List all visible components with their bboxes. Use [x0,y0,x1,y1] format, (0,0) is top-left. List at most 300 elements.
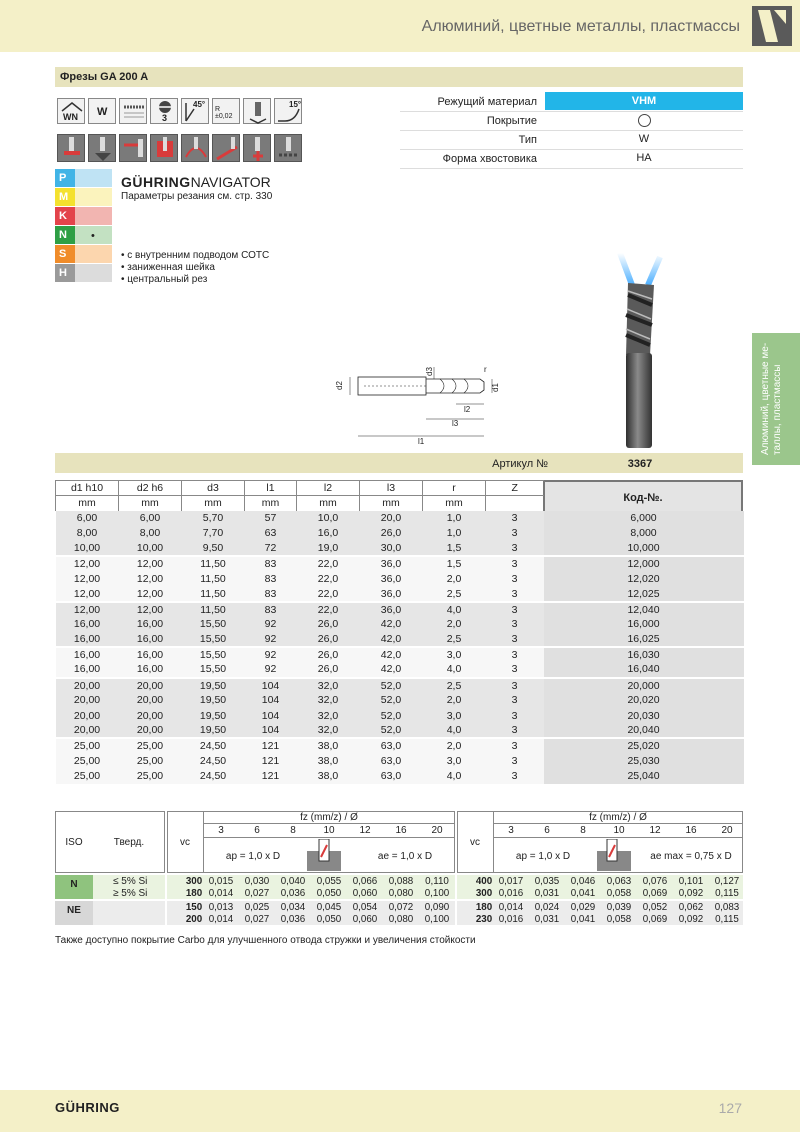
table-cell: 42,0 [380,649,402,662]
coolant-icon [119,98,147,124]
fz-value: 0,027 [244,888,270,899]
feature-item: • заниженная шейка [121,262,215,273]
fz-value: 0,060 [352,888,378,899]
table-cell: 20,00 [73,679,101,692]
table-cell: 2,0 [446,572,462,585]
code-cell: 25,040 [544,769,744,784]
divider [493,811,494,873]
application-plunge-icon [88,134,116,162]
table-row [56,602,744,617]
diameter-header: 12 [359,825,371,836]
property-label-material: Режущий материал [437,96,537,108]
diameter-header: 3 [508,825,514,836]
full-slot-icon [307,839,341,871]
diameter-header: 20 [721,825,733,836]
fz-header: fz (mm/z) / Ø [589,812,647,823]
table-cell: 11,50 [200,572,226,585]
table-cell: 104 [261,709,280,722]
navigator-subtitle: Параметры резания см. стр. 330 [121,191,273,202]
article-number: 3367 [627,458,653,470]
application-pocket-icon [150,134,178,162]
navigator-logo: GÜHRINGNAVIGATOR [121,174,271,190]
table-row [56,678,744,693]
cutting-data-table [55,811,743,928]
diameter-header: 16 [395,825,407,836]
diameter-header: 12 [649,825,661,836]
table-cell: 42,0 [380,618,402,631]
hardness-header: Тверд. [113,837,145,848]
table-cell: 22,0 [317,603,339,616]
side-tab-line: Алюминий, цветные ме- [760,342,771,455]
table-cell: 10,00 [136,541,164,554]
fz-value: 0,110 [425,876,449,887]
table-cell: 63 [264,527,277,540]
table-cell: 20,00 [136,724,164,737]
table-cell: 63,0 [380,740,402,753]
fz-value: 0,080 [388,888,414,899]
table-cell: 16,00 [73,663,101,676]
table-cell: 22,0 [317,587,339,600]
diameter-header: 10 [323,825,335,836]
application-side-icon [119,134,147,162]
table-cell: 32,0 [317,709,339,722]
code-cell: 12,020 [544,571,744,586]
table-cell: 12,00 [73,558,101,571]
table-cell: 30,0 [380,541,402,554]
table-cell: 12,00 [136,558,164,571]
table-row [56,723,744,738]
table-row [56,571,744,586]
table-cell: 24,50 [199,740,227,753]
hardness-value: ≤ 5% Si [113,876,148,887]
code-cell: 12,000 [544,556,744,571]
fz-value: 0,058 [606,914,632,925]
table-cell: 15,50 [199,633,227,646]
table-cell: 3 [511,709,518,722]
fz-value: 0,030 [244,876,270,887]
drawing-label-r: r [484,365,487,374]
table-cell: 11,50 [200,603,226,616]
iso-row-n [55,226,112,244]
table-cell: 63,0 [380,770,402,783]
fz-value: 0,115 [715,914,739,925]
fz-value: 0,036 [280,888,306,899]
property-value-material: VHM [545,92,743,110]
table-cell: 6,00 [76,512,98,525]
table-row [56,511,744,526]
table-cell: 3 [511,679,518,692]
fz-value: 0,069 [642,888,668,899]
fz-value: 0,100 [424,914,450,925]
fz-value: 0,041 [570,888,596,899]
table-cell: 15,50 [199,663,227,676]
column-header: r [423,481,486,496]
table-cell: 104 [261,679,280,692]
table-cell: 3 [511,663,518,676]
table-cell: 19,50 [199,709,227,722]
fz-value: 0,016 [498,888,524,899]
table-cell: 25,00 [136,755,164,768]
table-cell: 19,50 [199,724,227,737]
vc-header: vc [470,837,480,848]
table-cell: 4,0 [446,770,462,783]
iso-row-s [55,245,112,263]
fz-value: 0,013 [208,902,234,913]
fz-value: 0,015 [208,876,234,887]
table-cell: 52,0 [380,679,402,692]
diameter-header: 3 [218,825,224,836]
fz-value: 0,016 [498,914,524,925]
table-cell: 3 [511,558,518,571]
diameter-header: 20 [431,825,443,836]
column-header: Z [486,481,544,496]
iso-group-label: NE [67,905,81,916]
column-unit: mm [360,496,423,511]
column-unit: mm [297,496,360,511]
fz-value: 0,052 [642,902,668,913]
fz-value: 0,055 [316,876,342,887]
right-ae-condition: ae max = 0,75 x D [650,851,732,862]
code-cell: 20,030 [544,708,744,723]
divider [203,837,455,838]
table-cell: 72 [264,541,277,554]
table-cell: 42,0 [380,633,402,646]
fz-value: 0,031 [534,888,560,899]
hardness-cell [93,913,165,925]
section-logo-icon [752,6,792,46]
table-cell: 16,00 [136,649,164,662]
vc-header: vc [180,837,190,848]
page-header-title: Алюминий, цветные металлы, пластмассы [421,18,740,35]
table-row [56,769,744,784]
fz-value: 0,062 [678,902,704,913]
fz-value: 0,115 [715,888,739,899]
table-cell: 12,00 [73,603,101,616]
fz-value: 0,069 [642,914,668,925]
code-cell: 16,040 [544,662,744,677]
table-cell: 36,0 [380,558,402,571]
table-cell: 16,0 [317,527,339,540]
vc-value: 300 [185,876,203,887]
fz-value: 0,034 [280,902,306,913]
table-cell: 25,00 [136,740,164,753]
fz-value: 0,090 [424,902,450,913]
type-w-icon: W [88,98,116,124]
code-column-header: Код-№. [543,480,743,517]
divider [493,837,743,838]
table-cell: 11,50 [200,558,226,571]
table-cell: 26,0 [317,633,339,646]
right-ap-condition: ap = 1,0 x D [515,851,571,862]
hardness-cell [93,901,165,913]
drawing-label-l1: l1 [418,437,425,446]
table-cell: 52,0 [380,709,402,722]
table-cell: 20,00 [136,709,164,722]
table-cell: 104 [261,694,280,707]
code-cell: 10,000 [544,541,744,556]
table-cell: 36,0 [380,572,402,585]
diameter-header: 8 [580,825,586,836]
column-unit: mm [56,496,119,511]
table-cell: 83 [264,558,277,571]
table-cell: 15,50 [199,649,227,662]
column-header: l3 [360,481,423,496]
property-value-shank: HA [636,152,652,164]
table-cell: 16,00 [136,633,164,646]
table-cell: 32,0 [317,724,339,737]
table-cell: 36,0 [380,587,402,600]
code-cell: 20,020 [544,693,744,708]
table-cell: 26,0 [317,663,339,676]
table-cell: 92 [264,618,277,631]
fz-value: 0,088 [388,876,414,887]
fz-value: 0,040 [280,876,306,887]
fz-value: 0,024 [534,902,560,913]
table-cell: 24,50 [199,770,227,783]
table-row [56,556,744,571]
application-slot-icon [57,134,85,162]
radius-tolerance-icon: R ±0,02 [212,98,240,124]
section-side-tab [752,333,800,465]
table-cell: 26,0 [317,618,339,631]
fz-value: 0,046 [570,876,596,887]
table-cell: 16,00 [136,663,164,676]
code-cell: 6,000 [544,511,744,526]
table-cell: 3 [511,603,518,616]
table-cell: 3,0 [446,709,462,722]
table-cell: 36,0 [380,603,402,616]
vc-value: 200 [185,914,203,925]
drawing-label-d3: d3 [425,367,434,376]
wn-standard-icon: WN [57,98,85,124]
column-header: d3 [182,481,245,496]
code-cell: 16,030 [544,647,744,662]
table-row [56,617,744,632]
table-cell: 12,00 [136,603,164,616]
table-cell: 9,50 [202,541,224,554]
diameter-header: 10 [613,825,625,836]
table-cell: 3 [511,724,518,737]
table-cell: 3 [511,512,518,525]
table-cell: 6,00 [139,512,161,525]
column-unit: mm [182,496,245,511]
fz-value: 0,092 [678,914,704,925]
iso-letter: K [55,207,75,225]
fz-value: 0,050 [316,888,342,899]
iso-row-k [55,207,112,225]
table-row [56,632,744,647]
table-cell: 2,0 [446,618,462,631]
drawing-label-d2: d2 [335,381,344,390]
iso-row-p [55,169,112,187]
vc-value: 180 [185,888,203,899]
fz-value: 0,080 [388,914,414,925]
article-label: Артикул № [492,458,548,470]
code-cell: 12,025 [544,586,744,601]
code-cell: 12,040 [544,602,744,617]
table-cell: 92 [264,663,277,676]
table-cell: 3 [511,618,518,631]
column-unit: mm [423,496,486,511]
table-cell: 25,00 [73,770,101,783]
fz-value: 0,072 [388,902,414,913]
application-ramp-icon [212,134,240,162]
table-cell: 3,0 [446,755,462,768]
application-face-icon [274,134,302,162]
table-cell: 83 [264,587,277,600]
code-cell: 25,030 [544,754,744,769]
table-cell: 8,00 [76,527,98,540]
table-cell: 57 [264,512,277,525]
helix-45-icon: 45° [181,98,209,124]
property-value-coating [545,111,743,129]
vc-value: 230 [475,914,493,925]
table-cell: 7,70 [202,527,224,540]
flutes-icon: 3 [150,98,178,124]
table-row [56,662,744,677]
side-tab-line: таллы, пластмассы [772,364,783,455]
application-drill-icon [243,134,271,162]
feature-item: • центральный рез [121,274,208,285]
table-cell: 25,00 [136,770,164,783]
table-cell: 121 [261,755,280,768]
table-cell: 20,00 [73,709,101,722]
center-cut-icon [243,98,271,124]
table-cell: 20,00 [136,679,164,692]
table-row [56,647,744,662]
diameter-header: 8 [290,825,296,836]
table-row [56,738,744,753]
footer-logo: GÜHRING [55,1100,120,1115]
feature-item: • с внутренним подводом СОТС [121,250,270,261]
table-cell: 22,0 [317,558,339,571]
drawing-label-l2: l2 [464,405,471,414]
fz-value: 0,045 [316,902,342,913]
table-cell: 16,00 [73,633,101,646]
code-cell: 16,000 [544,617,744,632]
drawing-label-l3: l3 [452,419,459,428]
table-cell: 63,0 [380,755,402,768]
fz-value: 0,035 [534,876,560,887]
table-cell: 19,50 [199,679,227,692]
table-cell: 12,00 [136,587,164,600]
table-cell: 104 [261,724,280,737]
fz-value: 0,063 [606,876,632,887]
iso-suitability-mark: • [91,230,95,242]
fz-value: 0,027 [244,914,270,925]
divider [203,823,455,824]
technical-drawing [330,362,510,447]
table-cell: 12,00 [73,587,101,600]
drawing-label-d1: d1 [491,383,500,392]
fz-value: 0,092 [678,888,704,899]
table-cell: 25,00 [73,755,101,768]
table-cell: 83 [264,572,277,585]
property-label-shank: Форма хвостовика [442,153,537,165]
table-row [56,754,744,769]
code-cell: 16,025 [544,632,744,647]
fz-value: 0,060 [352,914,378,925]
fz-value: 0,014 [208,888,234,899]
table-cell: 4,0 [446,603,462,616]
iso-letter: H [55,264,75,282]
divider [203,811,204,873]
ramping-15-icon: 15° [274,98,302,124]
table-cell: 4,0 [446,724,462,737]
diameter-header: 6 [254,825,260,836]
fz-value: 0,036 [280,914,306,925]
table-cell: 121 [261,740,280,753]
table-cell: 20,00 [73,724,101,737]
fz-value: 0,031 [534,914,560,925]
table-row [56,586,744,601]
table-cell: 5,70 [202,512,224,525]
iso-letter: N [55,226,75,244]
fz-value: 0,017 [498,876,524,887]
fz-value: 0,100 [424,888,450,899]
fz-value: 0,029 [570,902,596,913]
iso-letter: S [55,245,75,263]
table-cell: 3 [511,541,518,554]
property-label-type: Тип [518,134,537,146]
side-milling-icon [597,839,631,871]
vc-value: 400 [475,876,493,887]
fz-value: 0,039 [606,902,632,913]
table-cell: 1,0 [446,527,462,540]
table-cell: 3 [511,587,518,600]
table-cell: 19,50 [199,694,227,707]
table-cell: 12,00 [73,572,101,585]
table-cell: 1,5 [446,541,462,554]
table-cell: 2,5 [446,633,462,646]
vc-value: 300 [475,888,493,899]
table-cell: 2,5 [446,679,462,692]
table-cell: 38,0 [317,740,339,753]
uncoated-circle-icon [638,114,651,127]
fz-value: 0,066 [352,876,378,887]
column-unit [486,496,544,511]
fz-header: fz (mm/z) / Ø [300,812,358,823]
iso-letter: M [55,188,75,206]
table-cell: 3 [511,694,518,707]
iso-header: ISO [65,837,83,848]
table-cell: 10,0 [317,512,339,525]
column-header: l1 [245,481,297,496]
property-label-coating: Покрытие [486,115,537,127]
code-cell: 20,000 [544,678,744,693]
product-title: Фрезы GA 200 A [60,71,149,83]
vc-value: 180 [475,902,493,913]
fz-value: 0,050 [316,914,342,925]
page-footer [0,1090,800,1132]
fz-value: 0,127 [714,876,740,887]
table-cell: 32,0 [317,679,339,692]
table-cell: 92 [264,633,277,646]
table-cell: 24,50 [199,755,227,768]
table-cell: 2,5 [446,587,462,600]
table-cell: 3 [511,572,518,585]
table-cell: 15,50 [199,618,227,631]
fz-value: 0,101 [678,876,704,887]
application-contour-icon [181,134,209,162]
coating-note: Также доступно покрытие Carbo для улучшенного отвода стружки и увеличения стойкости [55,935,476,946]
fz-value: 0,014 [498,902,524,913]
product-title-bar [55,67,743,87]
table-cell: 20,00 [73,694,101,707]
column-header: d1 h10 [56,481,119,496]
table-cell: 3 [511,633,518,646]
column-header: l2 [297,481,360,496]
